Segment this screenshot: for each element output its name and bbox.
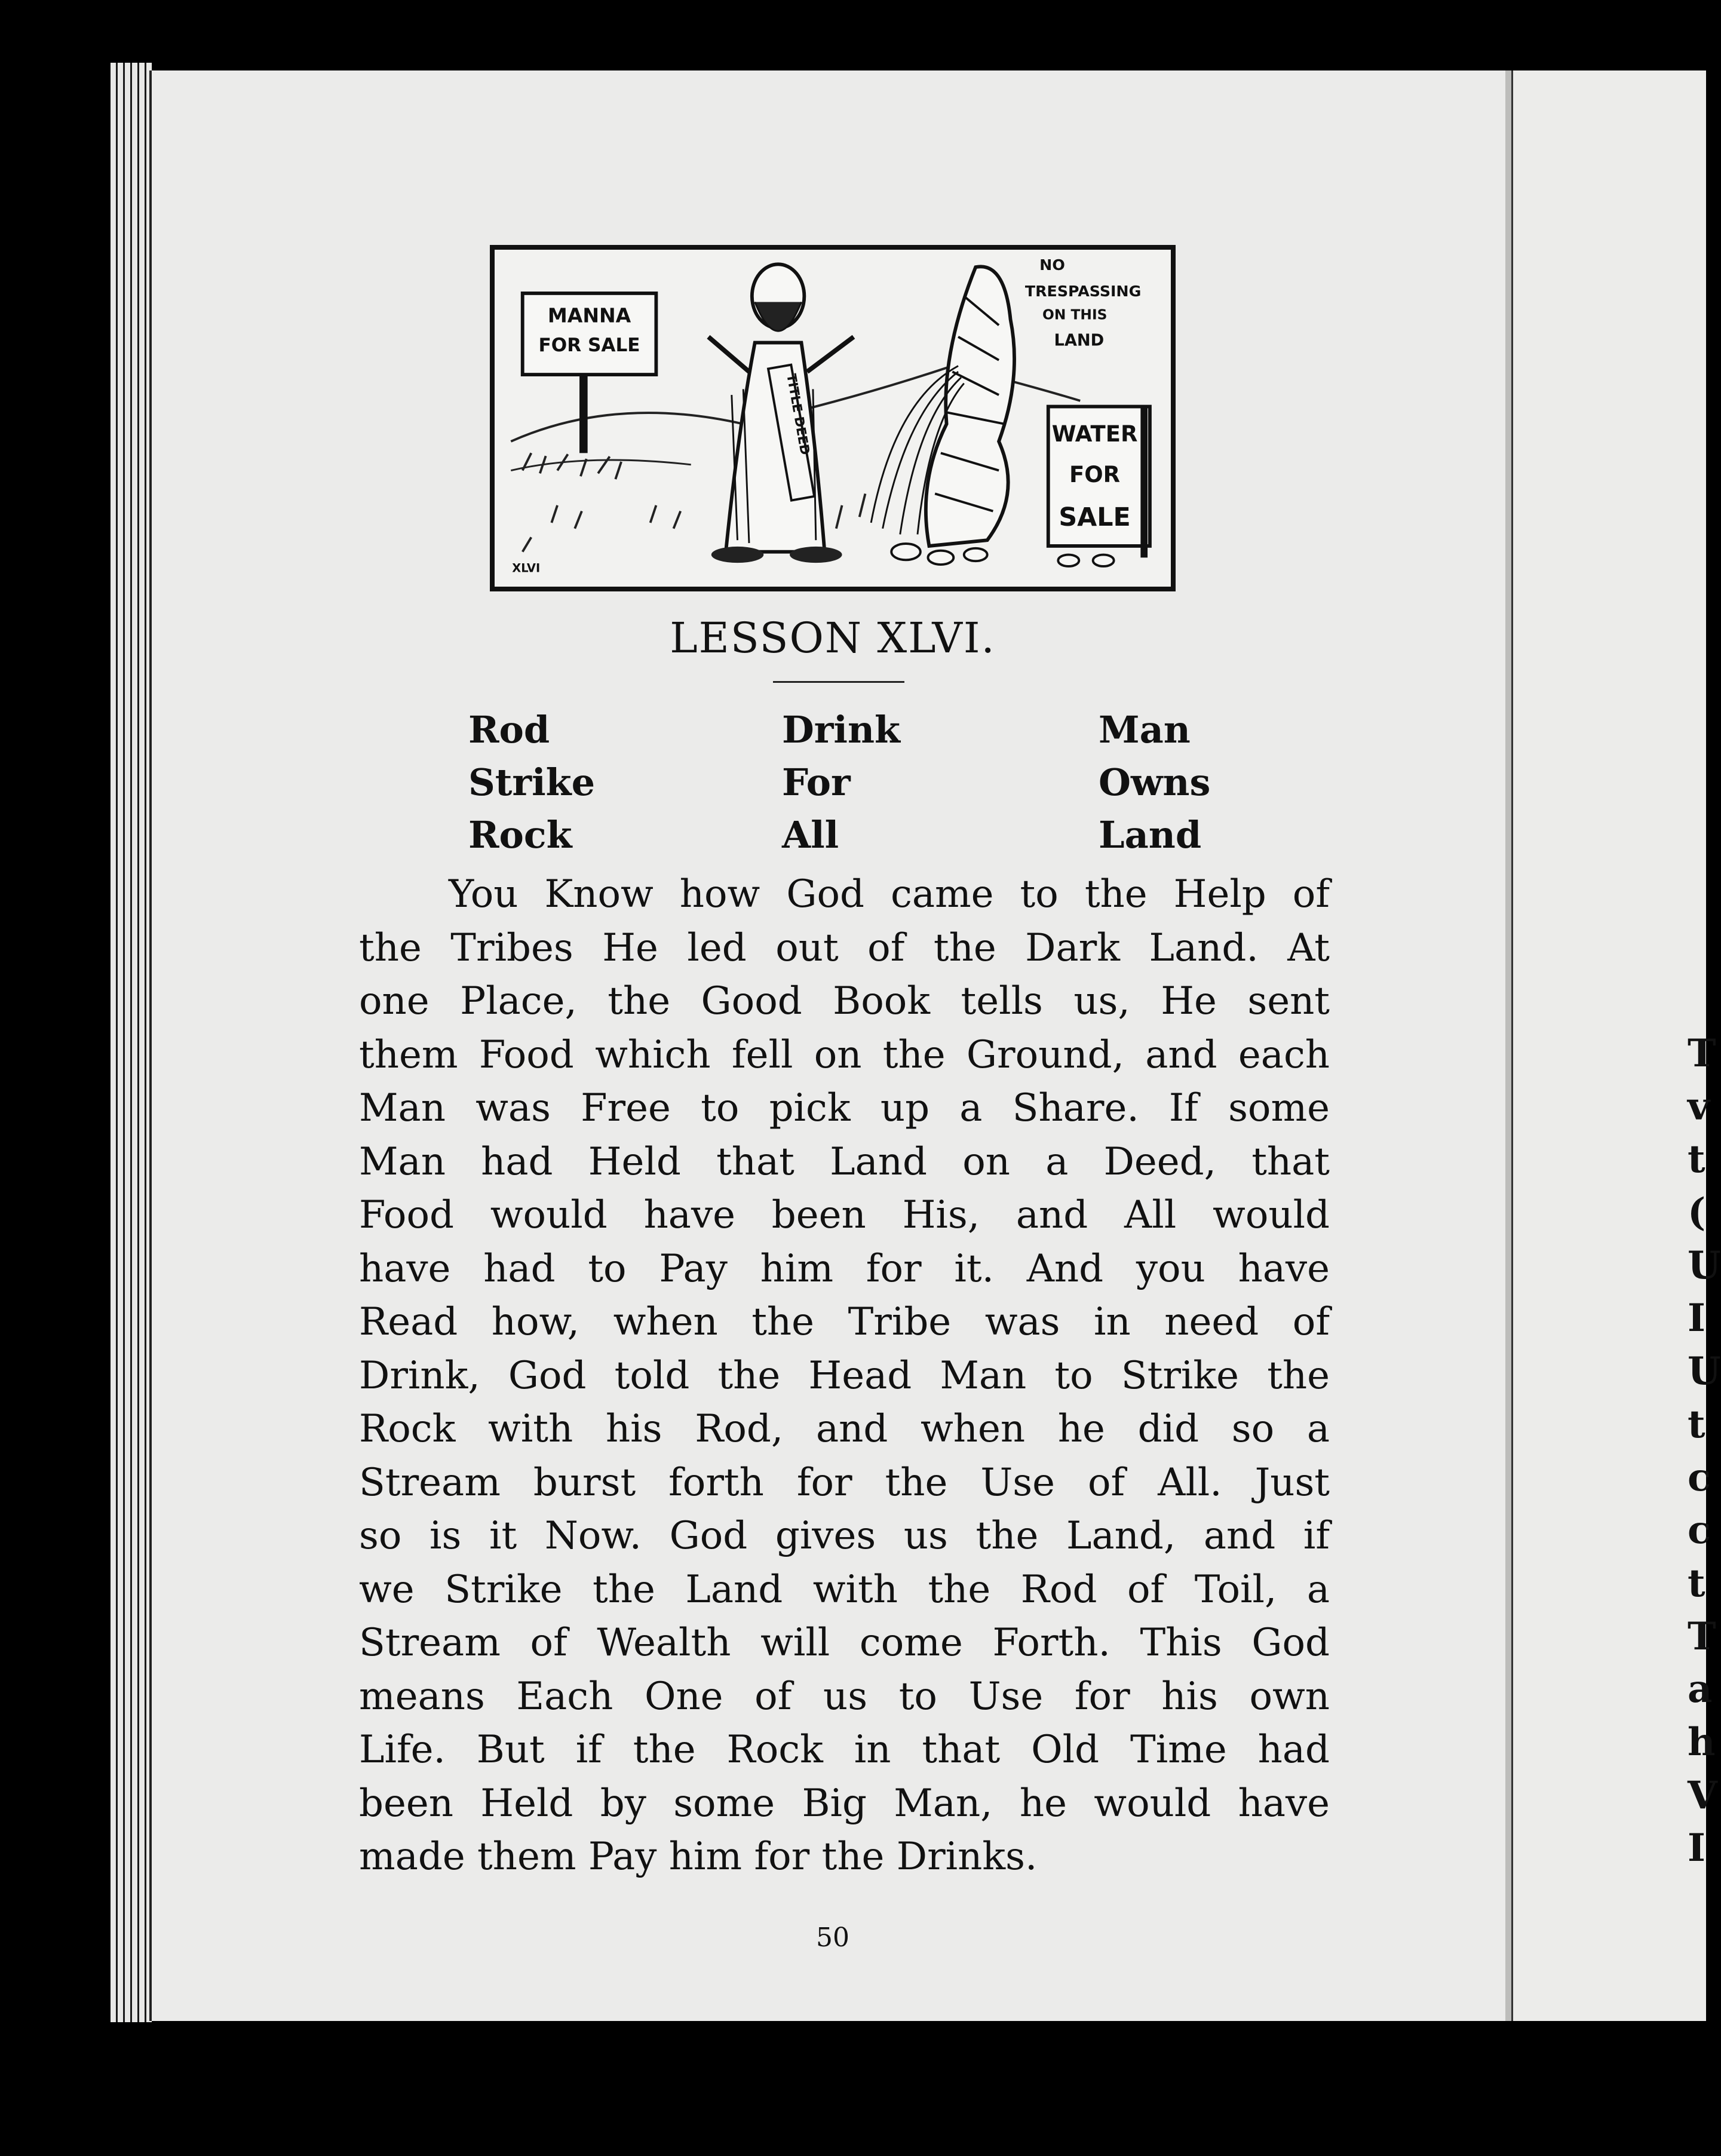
body-line: Stream burst forth for the Use of All. Just — [359, 1460, 1330, 1505]
vocab-word: Rock — [468, 813, 572, 857]
facing-letter: t — [1688, 1401, 1705, 1447]
facing-letter: t — [1688, 1137, 1705, 1182]
vocab-word: Owns — [1099, 760, 1211, 804]
vocab-word: Drink — [782, 708, 901, 752]
body-line: Drink, God told the Head Man to Strike the — [359, 1353, 1330, 1398]
sash-text: TITLE DEED — [783, 372, 812, 456]
title-divider — [773, 681, 904, 683]
body-line: been Held by some Big Man, he would have — [359, 1781, 1330, 1826]
facing-letter: U — [1688, 1349, 1721, 1394]
no-trespassing-line-1: NO — [1039, 256, 1065, 274]
body-line: Read how, when the Tribe was in need of — [359, 1300, 1330, 1344]
body-line: Food would have been His, and All would — [359, 1193, 1330, 1237]
facing-letter: h — [1688, 1719, 1716, 1765]
facing-letter: I — [1688, 1296, 1705, 1341]
body-line: have had to Pay him for it. And you have — [359, 1246, 1330, 1291]
facing-letter: a — [1688, 1667, 1713, 1712]
body-line: we Strike the Land with the Rod of Toil, a — [359, 1567, 1330, 1612]
body-line: so is it Now. God gives us the Land, and if — [359, 1514, 1330, 1558]
vocab-word: Rod — [468, 708, 550, 752]
lesson-title: LESSON XLVI. — [670, 614, 996, 663]
vocabulary-column-1 — [468, 704, 595, 861]
vocabulary-column-3 — [1099, 704, 1210, 861]
body-line: Stream of Wealth will come Forth. This God — [359, 1621, 1330, 1665]
plate-mark: XLVI — [512, 561, 541, 575]
manna-sign-line-1: MANNA — [547, 303, 631, 327]
facing-letter: V — [1688, 1772, 1717, 1818]
body-line: Life. But if the Rock in that Old Time had — [359, 1728, 1330, 1772]
body-line: You Know how God came to the Help of — [449, 872, 1330, 916]
body-line: one Place, the Good Book tells us, He sent — [359, 979, 1330, 1023]
book-page-edges — [111, 63, 152, 2022]
body-line: Man was Free to pick up a Share. If some — [359, 1086, 1330, 1130]
facing-letter: c — [1688, 1508, 1711, 1553]
facing-letter: T — [1688, 1031, 1716, 1076]
vocab-word: For — [782, 760, 851, 804]
facing-letter: T — [1688, 1614, 1716, 1659]
vocab-word: Land — [1099, 813, 1202, 857]
body-line: means Each One of us to Use for his own — [359, 1674, 1330, 1719]
manna-sign-line-2: FOR SALE — [538, 335, 640, 357]
facing-page-text-fragment — [1688, 1028, 1721, 1876]
vocabulary-column-2 — [782, 704, 900, 861]
page-number: 50 — [816, 1922, 849, 1953]
body-line: the Tribes He led out of the Dark Land. At — [359, 925, 1330, 970]
facing-page — [1511, 70, 1721, 2021]
water-sign-line-3: SALE — [1059, 502, 1131, 532]
water-sign-line-1: WATER — [1051, 421, 1138, 447]
facing-letter: v — [1688, 1084, 1710, 1129]
water-sign-line-2: FOR — [1069, 461, 1121, 487]
book-gutter — [1505, 70, 1511, 2021]
vocab-word: All — [782, 813, 839, 857]
no-trespassing-line-2: TRESPASSING — [1024, 282, 1142, 300]
facing-letter: t — [1688, 1560, 1705, 1606]
vocab-word: Strike — [468, 760, 596, 804]
facing-letter: c — [1688, 1455, 1711, 1500]
lesson-body-text — [359, 868, 1330, 1884]
no-trespassing-line-4: LAND — [1054, 331, 1105, 350]
body-line: made them Pay him for the Drinks. — [359, 1835, 1038, 1879]
no-trespassing-line-3: ON THIS — [1042, 306, 1108, 323]
lesson-illustration — [490, 245, 1176, 591]
body-line: Rock with his Rod, and when he did so a — [359, 1407, 1330, 1451]
vocab-word: Man — [1099, 708, 1191, 752]
cartoon-drawing — [495, 250, 1171, 587]
vocabulary-list — [152, 704, 1514, 865]
body-line: them Food which fell on the Ground, and each — [359, 1032, 1330, 1077]
body-line: Man had Held that Land on a Deed, that — [359, 1139, 1330, 1184]
facing-letter: I — [1688, 1826, 1705, 1871]
facing-letter: ( — [1688, 1190, 1706, 1235]
facing-letter: U — [1688, 1243, 1721, 1288]
book-page — [149, 70, 1514, 2021]
